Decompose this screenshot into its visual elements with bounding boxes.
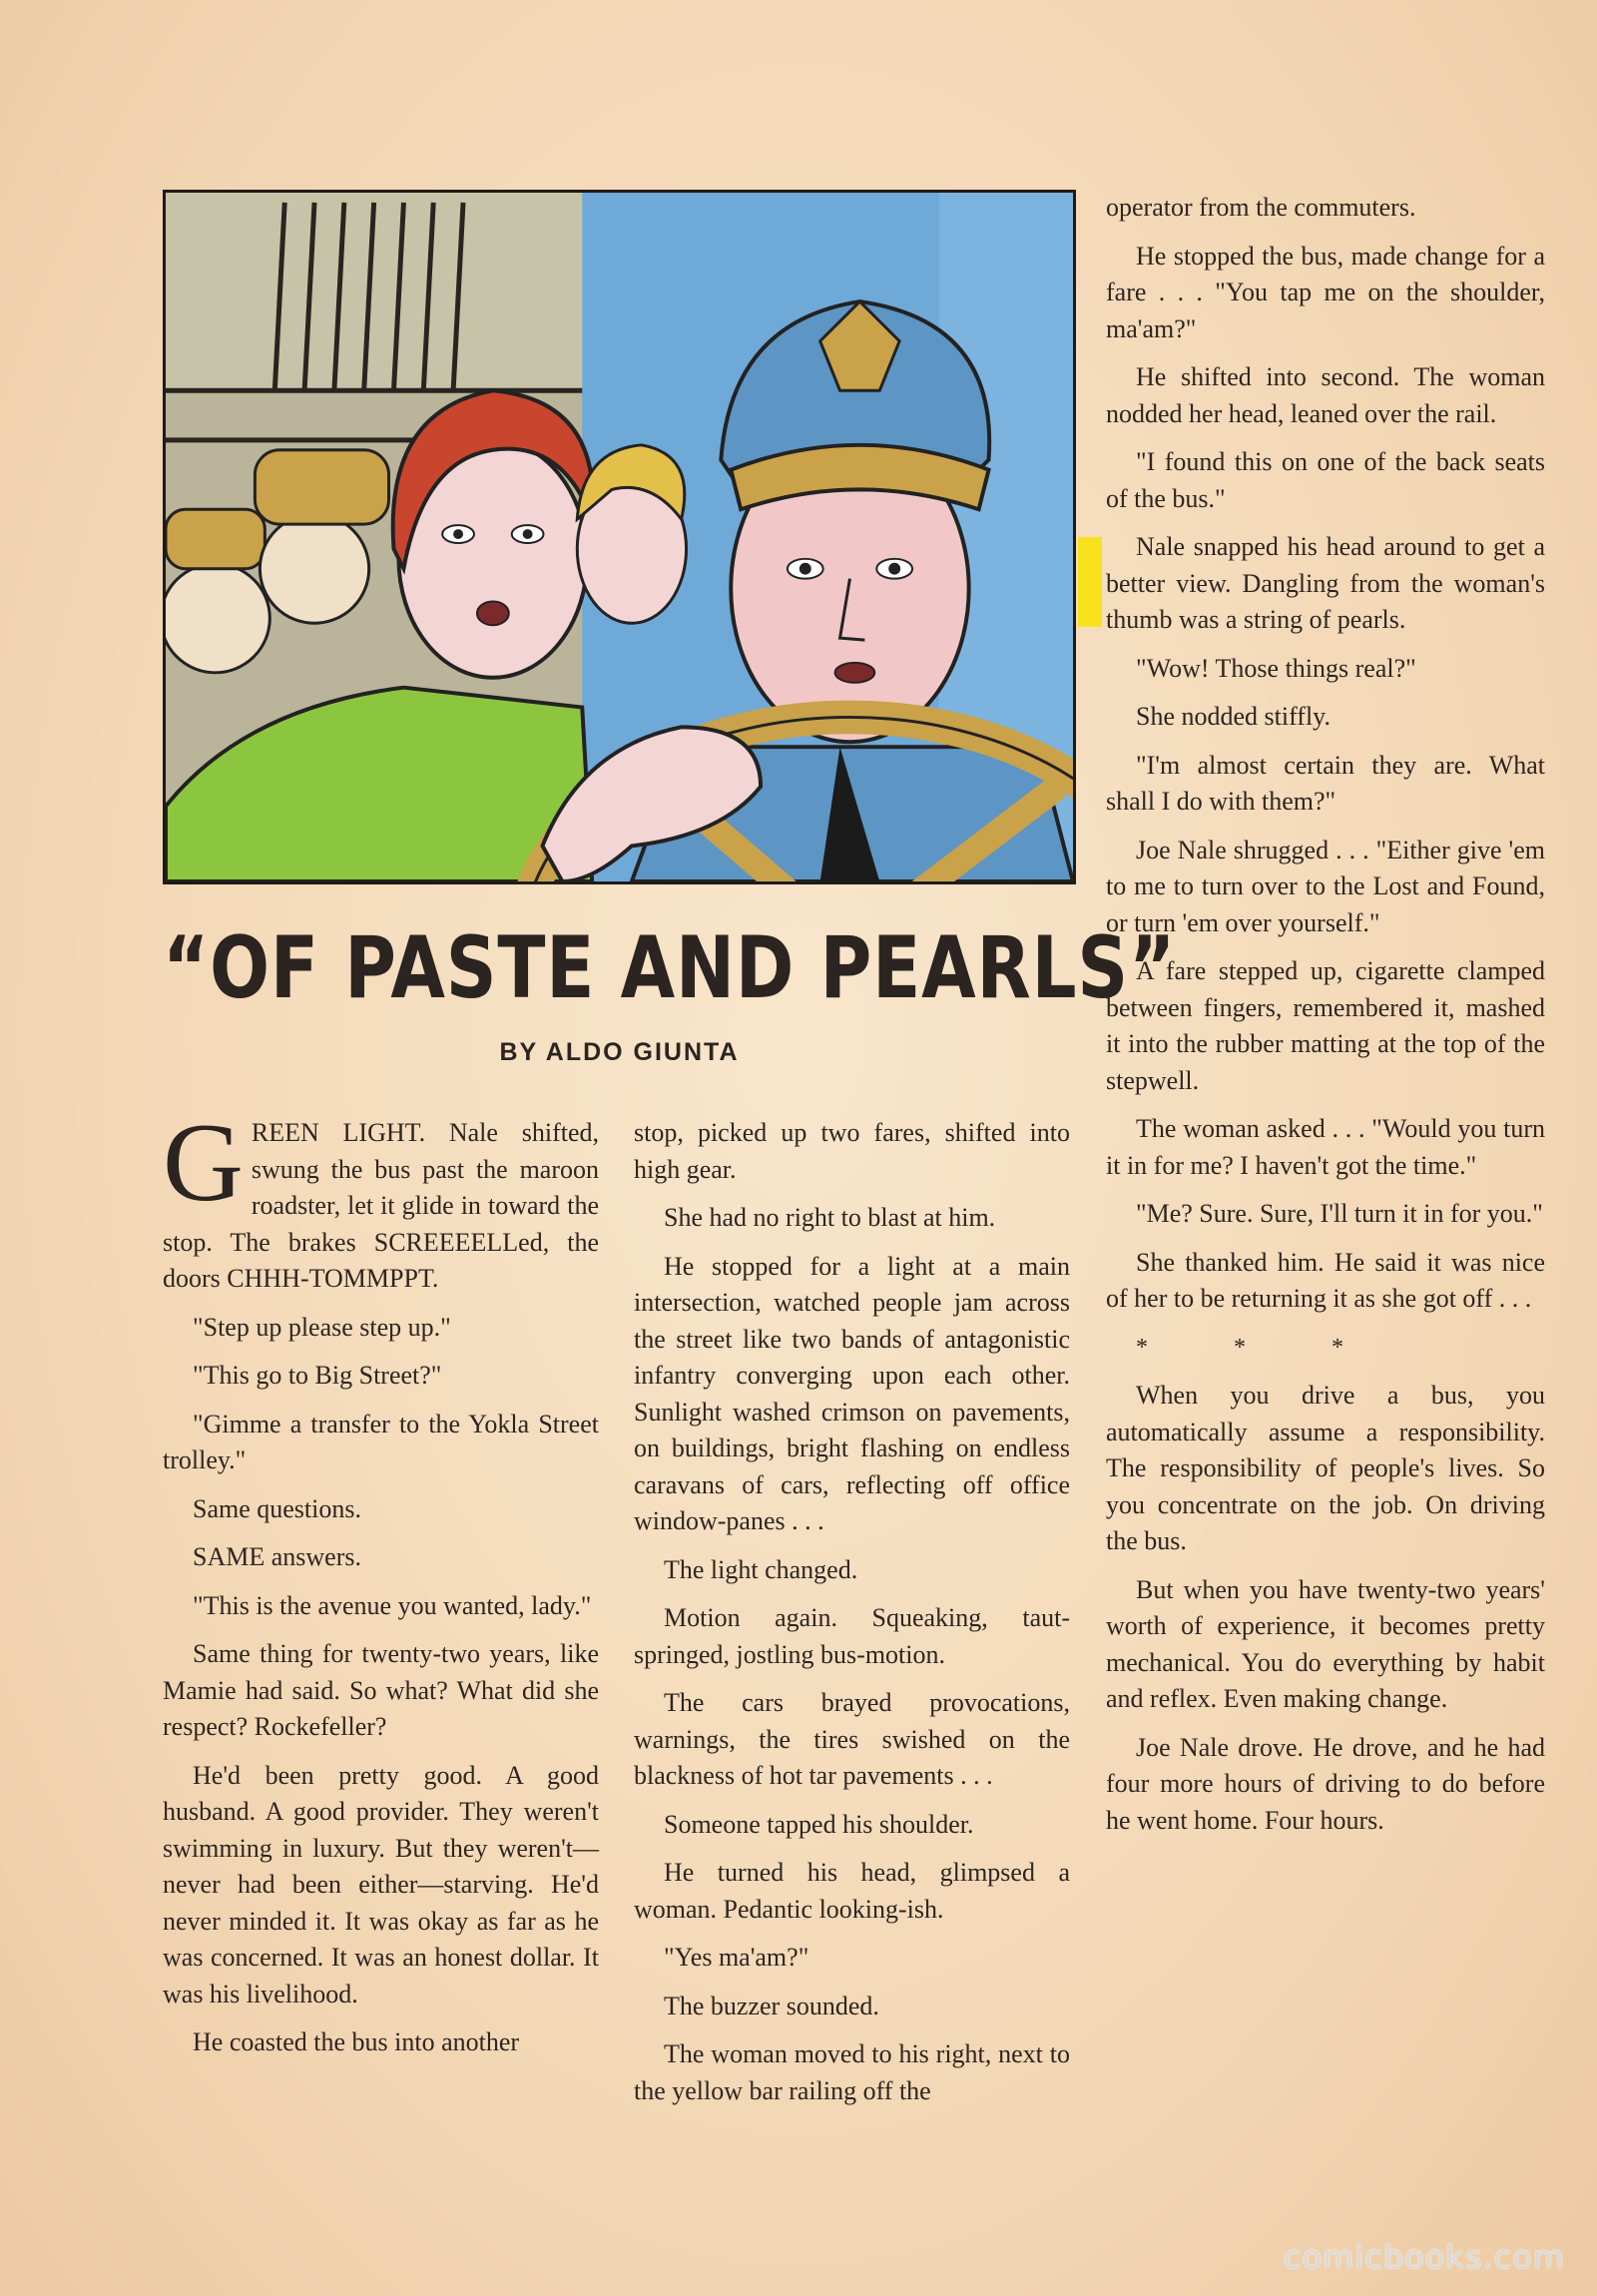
paragraph: Joe Nale drove. He drove, and he had four more hours of driving to do before he went home. Four hours.	[1106, 1732, 1545, 1835]
story-title	[163, 913, 1177, 1023]
bus-driver-illustration	[166, 193, 1073, 881]
opening-paragraph	[163, 1101, 599, 1298]
paragraph: Same thing for twenty-two years, like Mamie had said. So what? What did she respect? Rockefeller?	[163, 1639, 599, 1741]
illustration-panel	[163, 190, 1076, 884]
story-byline: BY ALDO GIUNTA	[499, 1038, 740, 1066]
paragraph: He turned his head, glimpsed a woman. Pedantic looking-ish.	[634, 1858, 1070, 1924]
paragraph: "Gimme a transfer to the Yokla Street trolley."	[163, 1409, 599, 1474]
paragraph: "Yes ma'am?"	[664, 1943, 809, 1972]
paragraph: He stopped the bus, made change for a fare . . . "You tap me on the shoulder, ma'am?"	[1106, 241, 1545, 343]
paragraph: "Me? Sure. Sure, I'll turn it in for you."	[1136, 1199, 1543, 1228]
drop-cap: G	[163, 1101, 244, 1225]
paragraph: SAME answers.	[193, 1542, 361, 1571]
paragraph: "I'm almost certain they are. What shall I do with them?"	[1106, 750, 1545, 816]
paragraph: The woman asked . . . "Would you turn it in for me? I haven't got the time."	[1106, 1114, 1545, 1180]
paragraph: operator from the commuters.	[1106, 193, 1416, 222]
section-break: * * *	[1136, 1334, 1383, 1361]
paragraph: A fare stepped up, cigarette clamped between fingers, remembered it, mashed it into the rubber matting at the top of the stepwell.	[1106, 956, 1545, 1095]
paragraph: He'd been pretty good. A good husband. A good provider. They weren't swimming in luxury. But they weren't—never had been either—starving. He'd never minded it. It was okay as far as he was concerned. It was an honest dollar. It was his livelihood.	[163, 1760, 599, 2009]
paragraph: But when you have twenty-two years' worth of experience, it becomes pretty mechanical. You do everything by habit and reflex. Even making change.	[1106, 1574, 1545, 1713]
paragraph: She nodded stiffly.	[1136, 702, 1331, 731]
paragraph: Motion again. Squeaking, taut-springed, jostling bus-motion.	[634, 1603, 1070, 1669]
paragraph: "I found this on one of the back seats of the bus."	[1106, 447, 1545, 513]
text-column-3	[1106, 190, 1545, 1851]
paragraph: He coasted the bus into another	[193, 2027, 520, 2056]
paragraph: Same questions.	[193, 1493, 361, 1523]
paragraph: Someone tapped his shoulder.	[664, 1809, 974, 1839]
text-column-1	[163, 1101, 599, 2073]
paragraph: Joe Nale shrugged . . . "Either give 'em to me to turn over to the Lost and Found, or turn 'em over yourself."	[1106, 835, 1545, 937]
paragraph: "Step up please step up."	[193, 1312, 451, 1342]
yellow-margin-mark	[1078, 537, 1102, 627]
paragraph: He stopped for a light at a main intersection, watched people jam across the street like two bands of antagonistic infantry converging upon each other. Sunlight washed crimson on pavements, on buildings, bright flashing on endless caravans of cars, reflecting off office window-panes . . .	[634, 1251, 1070, 1535]
paragraph: The woman moved to his right, next to the yellow bar railing off the	[634, 2039, 1070, 2105]
paragraph: The buzzer sounded.	[664, 1991, 879, 2020]
paragraph: Nale snapped his head around to get a better view. Dangling from the woman's thumb was a string of pearls.	[1106, 532, 1545, 634]
story-title-text: “OF PASTE AND PEARLS”	[163, 918, 1177, 1018]
paragraph: When you drive a bus, you automatically assume a responsibility. The responsibility of people's lives. So you concentrate on the job. On driving the bus.	[1106, 1381, 1545, 1555]
paragraph: The light changed.	[664, 1554, 858, 1584]
text-column-2	[634, 1115, 1070, 2121]
paragraph: He shifted into second. The woman nodded her head, leaned over the rail.	[1106, 362, 1545, 428]
paragraph: stop, picked up two fares, shifted into high gear.	[634, 1118, 1070, 1184]
paragraph: "This is the avenue you wanted, lady."	[193, 1590, 592, 1620]
paragraph: She thanked him. He said it was nice of her to be returning it as she got off . . .	[1106, 1247, 1545, 1313]
paragraph: She had no right to blast at him.	[664, 1203, 996, 1232]
paragraph: The cars brayed provocations, warnings, the tires swished on the blackness of hot tar pavements . . .	[634, 1688, 1070, 1790]
site-watermark: comicbooks.com	[1283, 2238, 1565, 2276]
paragraph: "This go to Big Street?"	[193, 1361, 442, 1390]
paragraph: "Wow! Those things real?"	[1136, 653, 1416, 683]
paragraph-text: REEN LIGHT. Nale shifted, swung the bus past the maroon roadster, let it glide in toward the stop. The brakes SCREEEELLed, the doors CHHH-TOMMPPT.	[163, 1118, 599, 1293]
